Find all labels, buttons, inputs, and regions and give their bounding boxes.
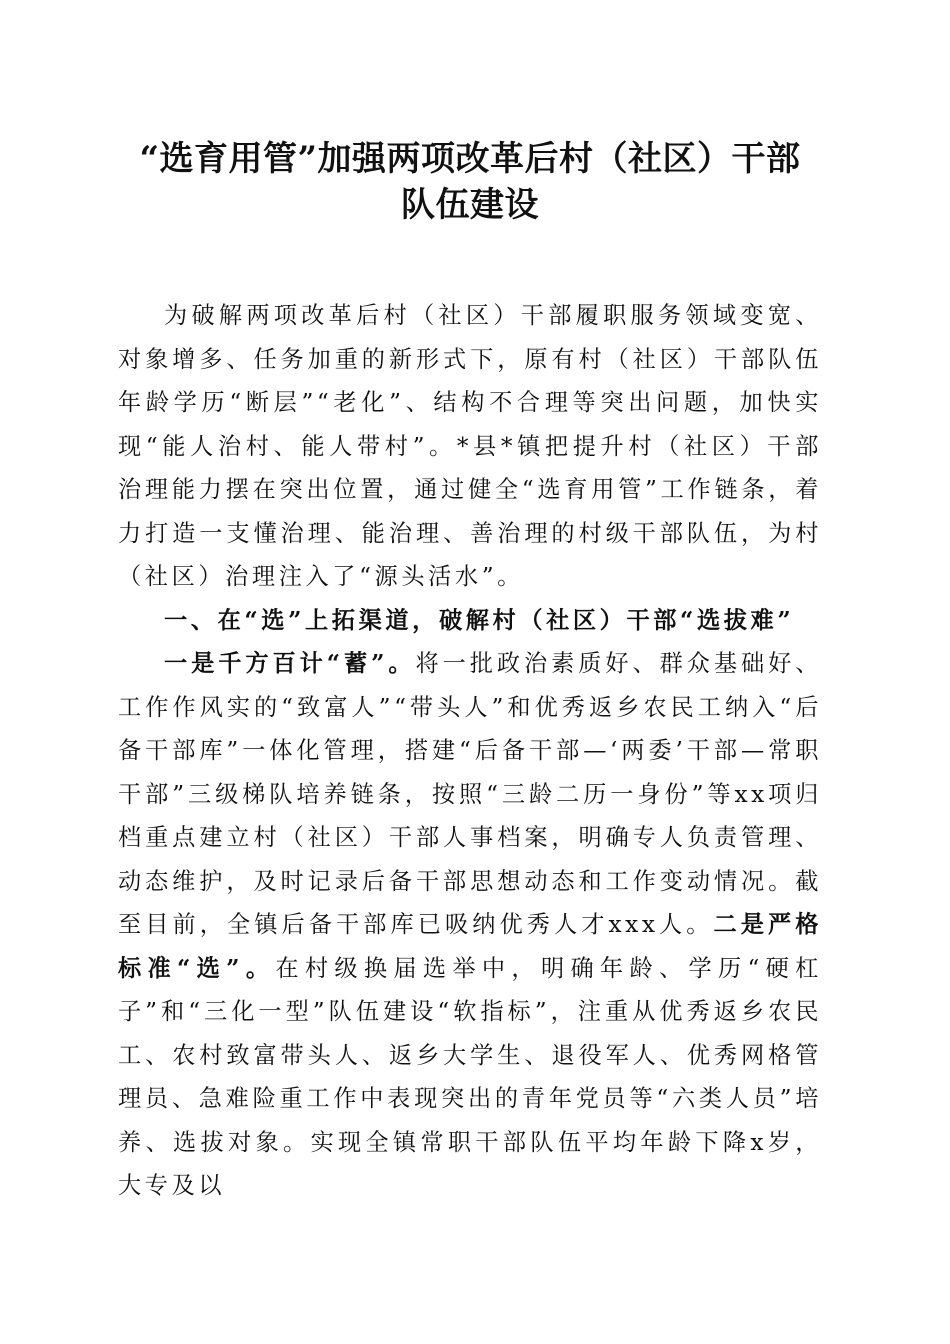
section-1-lead-1: 一是千方百计“蓄”。: [164, 650, 416, 677]
title-line-2: 队伍建设: [401, 185, 539, 225]
section-1-lead-2: 二是严格标准“选”。: [118, 911, 823, 982]
section-1-text-2: 在村级换届选举中，明确年龄、学历“硬杠子”和“三化一型”队伍建设“软指标”，注重从优秀返乡农民工、农村致富带头人、返乡大学生、退役军人、优秀网格管理员、急难险重工作中表现突出的青年党员等“六类人员”培养、选拔对象。实现全镇常职干部队伍平均年龄下降x岁，大专及以: [118, 954, 822, 1199]
section-1-heading: 一、在“选”上拓渠道，破解村（社区）干部“选拔难”: [164, 606, 795, 634]
section-1-paragraph: [118, 642, 822, 1208]
document-title: [118, 136, 822, 228]
title-line-1: “选育用管”加强两项改革后村（社区）干部: [139, 139, 801, 179]
document-body: [118, 294, 822, 1208]
section-1-text-1: 将一批政治素质好、群众基础好、工作作风实的“致富人”“带头人”和优秀返乡农民工纳入“后备干部库”一体化管理，搭建“后备干部—‘两委’干部—常职干部”三级梯队培养链条，按照“三龄二历一身份”等xx项归档重点建立村（社区）干部人事档案，明确专人负责管理、动态维护，及时记录后备干部思想动态和工作变动情况。截至目前，全镇后备干部库已吸纳优秀人才xxx人。: [118, 650, 822, 938]
intro-paragraph: 为破解两项改革后村（社区）干部履职服务领域变宽、对象增多、任务加重的新形式下，原有村（社区）干部队伍年龄学历“断层”“老化”、结构不合理等突出问题，加快实现“能人治村、能人带村”。*县*镇把提升村（社区）干部治理能力摆在突出位置，通过健全“选育用管”工作链条，着力打造一支懂治理、能治理、善治理的村级干部队伍，为村（社区）治理注入了“源头活水”。: [118, 302, 822, 590]
